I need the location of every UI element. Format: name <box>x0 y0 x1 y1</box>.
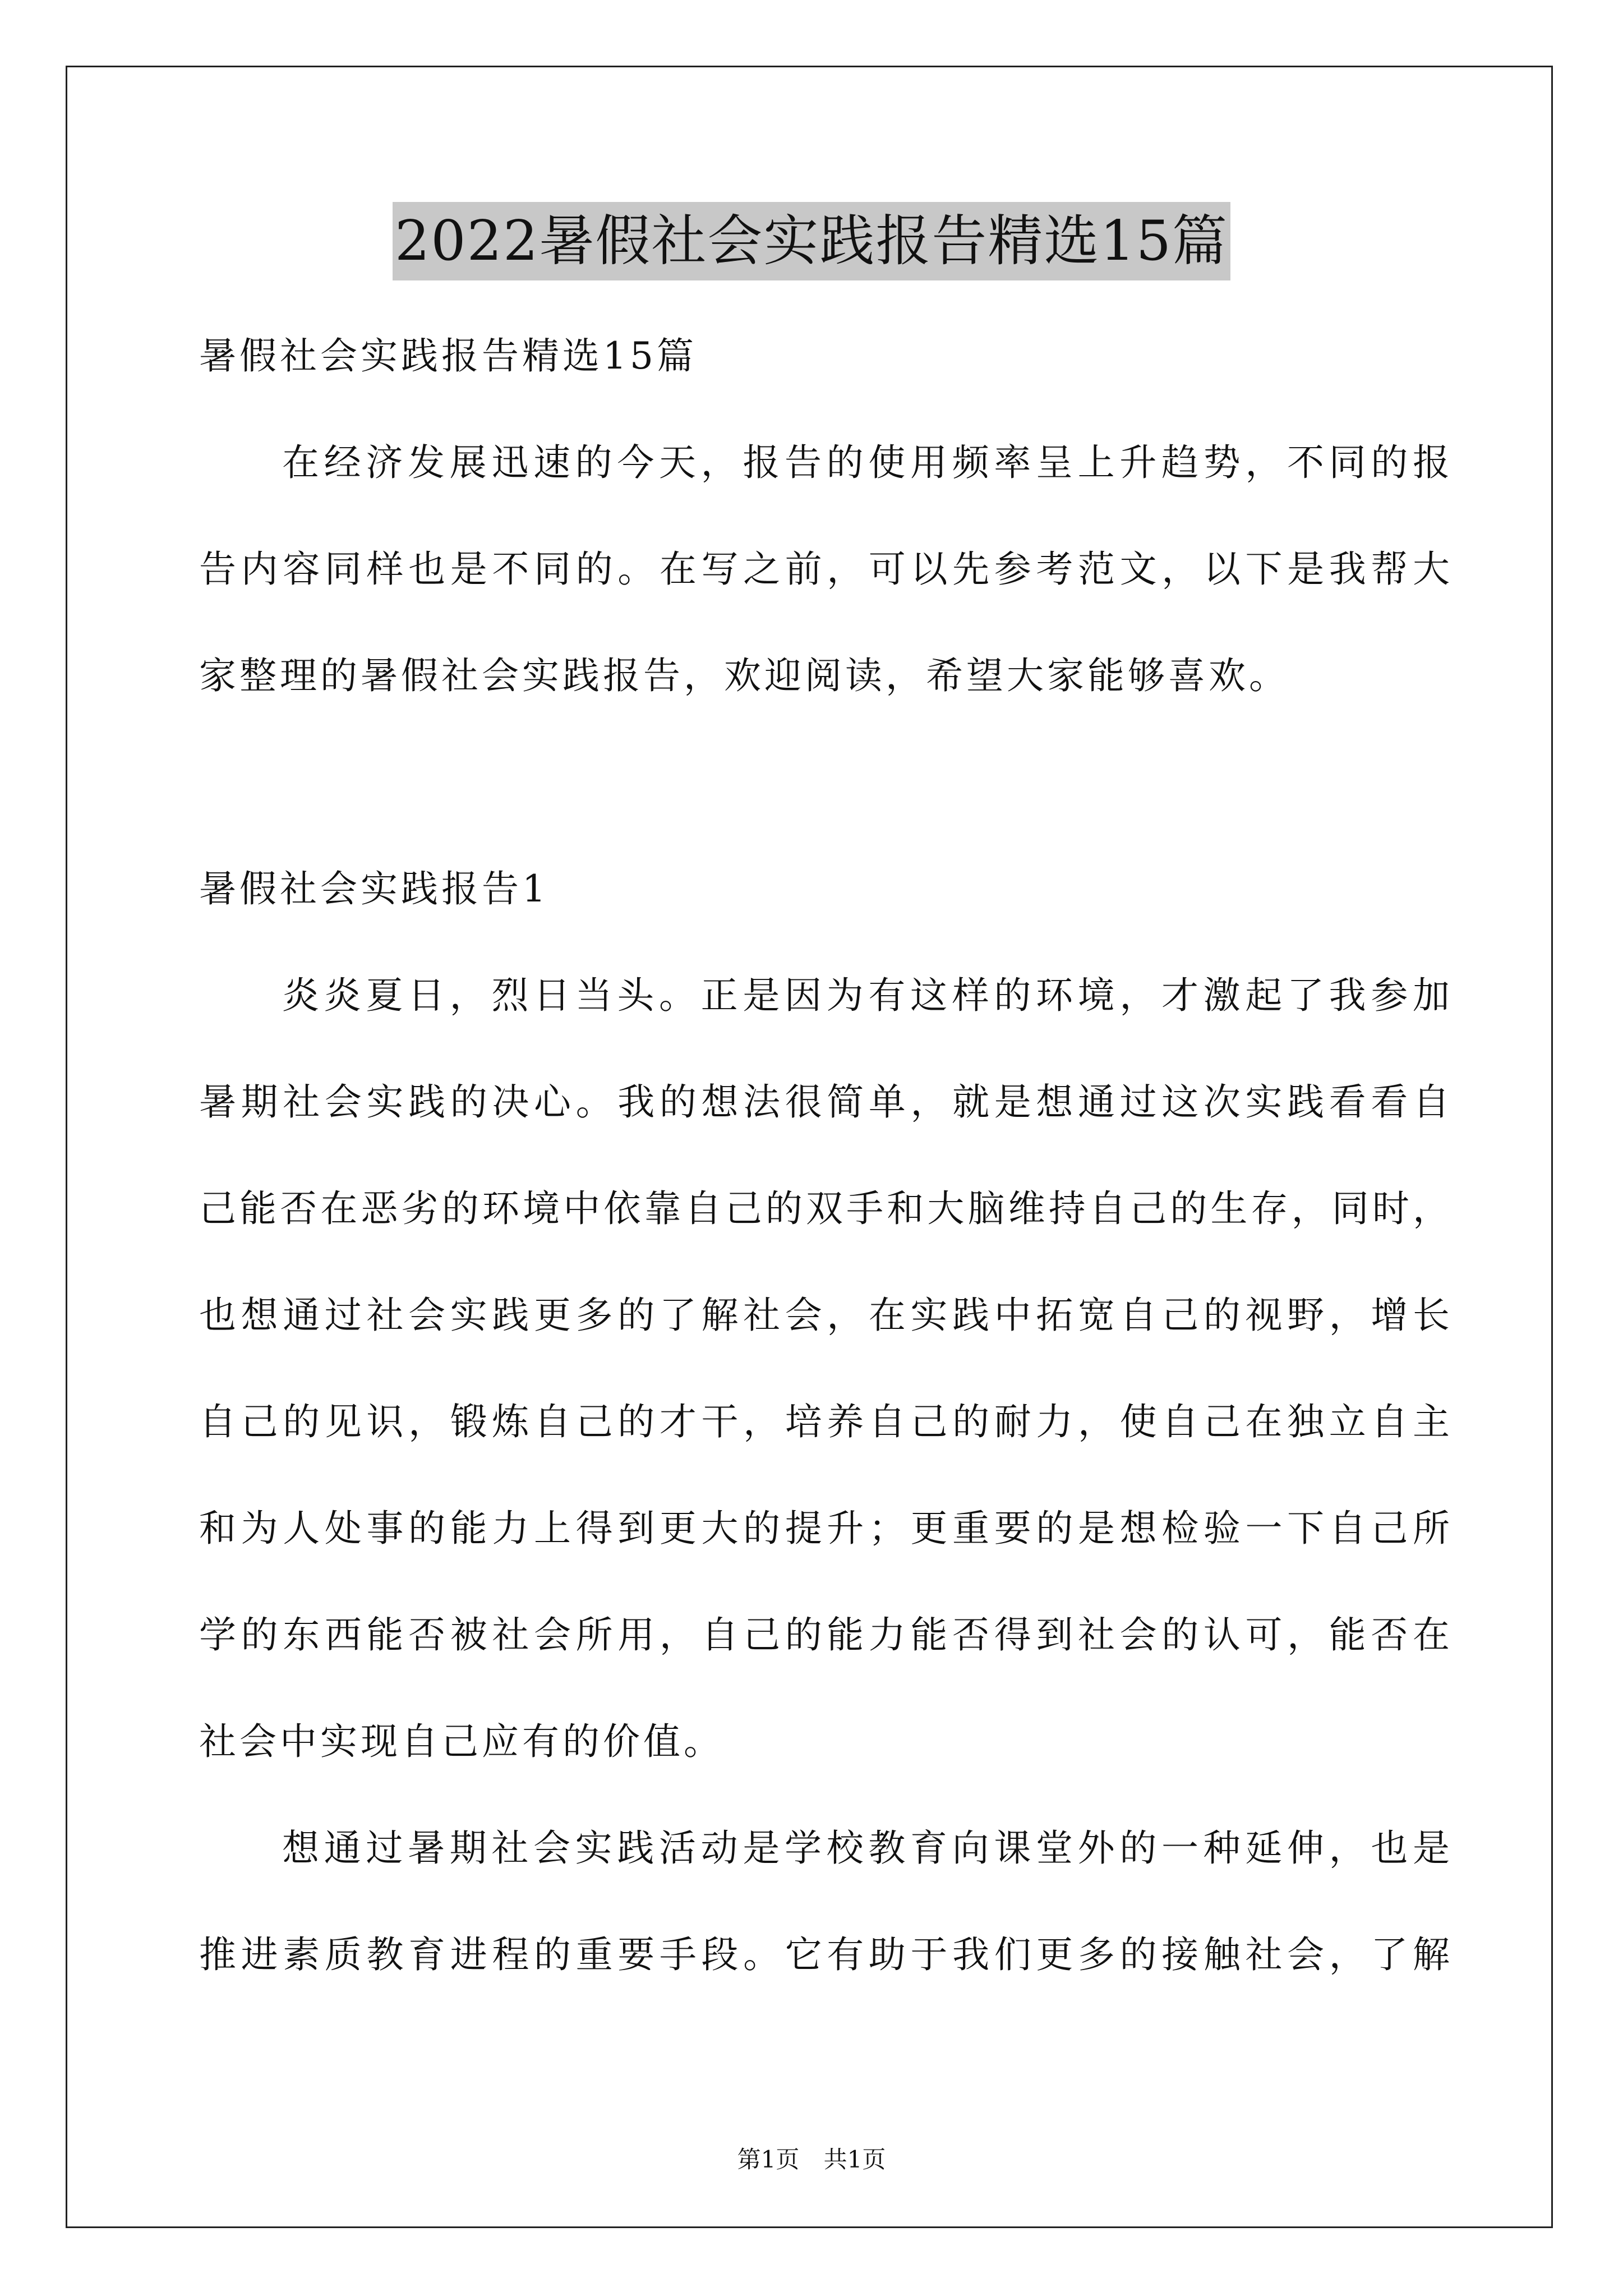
paragraph-line: 暑期社会实践的决心。我的想法很简单，就是想通过这次实践看看自 <box>199 1080 1450 1124</box>
title-container <box>0 202 1623 280</box>
document-body <box>199 303 1450 2008</box>
section-gap <box>199 729 1450 836</box>
paragraph-line: 和为人处事的能力上得到更大的提升；更重要的是想检验一下自己所 <box>199 1507 1450 1550</box>
intro-line: 告内容同样也是不同的。在写之前，可以先参考范文，以下是我帮大 <box>199 547 1450 591</box>
section-heading: 暑假社会实践报告1 <box>199 867 549 910</box>
subtitle: 暑假社会实践报告精选15篇 <box>199 334 697 378</box>
paragraph-line: 社会中实现自己应有的价值。 <box>199 1720 724 1763</box>
paragraph-line: 炎炎夏日，烈日当头。正是因为有这样的环境，才激起了我参加 <box>282 974 1450 1017</box>
paragraph-line: 学的东西能否被社会所用，自己的能力能否得到社会的认可，能否在 <box>199 1613 1450 1657</box>
page-footer: 第1页 共1页 <box>737 2146 886 2173</box>
paragraph-line: 己能否在恶劣的环境中依靠自己的双手和大脑维持自己的生存，同时， <box>199 1187 1450 1230</box>
paragraph-line: 想通过暑期社会实践活动是学校教育向课堂外的一种延伸，也是 <box>282 1826 1450 1870</box>
intro-line: 在经济发展迅速的今天，报告的使用频率呈上升趋势，不同的报 <box>282 441 1450 484</box>
paragraph-line: 也想通过社会实践更多的了解社会，在实践中拓宽自己的视野，增长 <box>199 1294 1450 1337</box>
paragraph-line: 推进素质教育进程的重要手段。它有助于我们更多的接触社会，了解 <box>199 1933 1450 1976</box>
intro-line: 家整理的暑假社会实践报告，欢迎阅读，希望大家能够喜欢。 <box>199 654 1289 697</box>
paragraph-line: 自己的见识，锻炼自己的才干，培养自己的耐力，使自己在独立自主 <box>199 1400 1450 1443</box>
document-title: 2022暑假社会实践报告精选15篇 <box>393 202 1230 280</box>
